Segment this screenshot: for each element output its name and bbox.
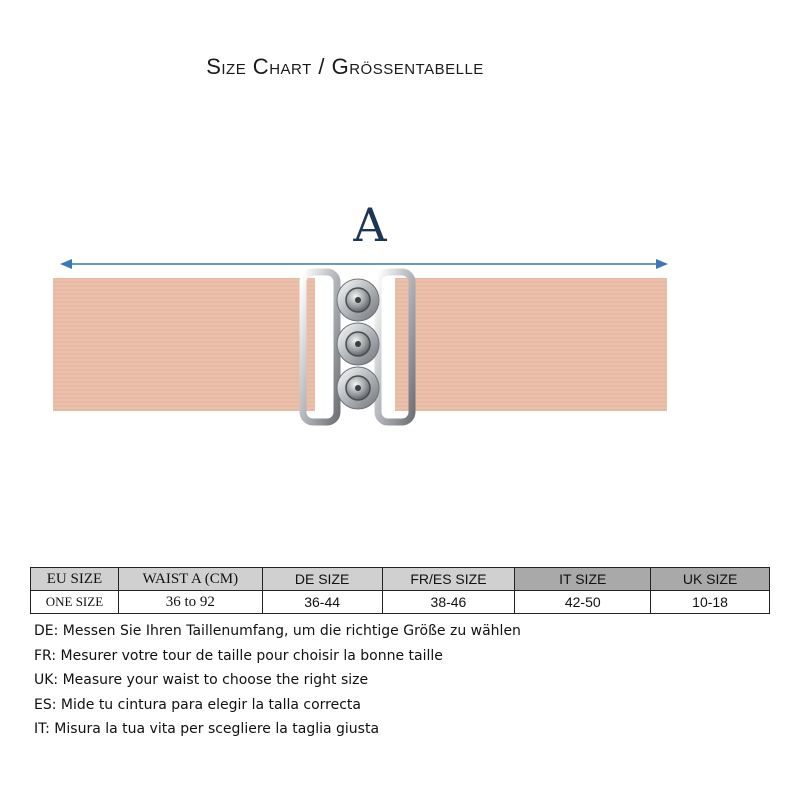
header-fr-es-size: FR/ES SIZE [382, 568, 515, 591]
size-table-header-row [31, 568, 770, 591]
header-de-size: DE SIZE [262, 568, 382, 591]
size-table [30, 567, 770, 614]
instruction-uk: UK: Measure your waist to choose the right size [34, 672, 369, 688]
header-eu-size: EU SIZE [31, 568, 119, 591]
cell-it-size: 42-50 [515, 591, 651, 614]
measurement-arrow [60, 259, 668, 269]
page-title: Size Chart / Grössentabelle [206, 54, 484, 79]
belt-left-band [53, 278, 315, 411]
instructions [34, 619, 774, 742]
belt-right-band [395, 278, 667, 411]
header-it-size: IT SIZE [515, 568, 651, 591]
instruction-de: DE: Messen Sie Ihren Taillenumfang, um die richtige Größe zu wählen [34, 623, 521, 639]
cell-de-size: 36-44 [262, 591, 382, 614]
cell-uk-size: 10-18 [651, 591, 770, 614]
header-uk-size: UK SIZE [651, 568, 770, 591]
dimension-label: A [353, 198, 387, 252]
header-waist: WAIST A (CM) [118, 568, 262, 591]
cell-eu-size: ONE SIZE [31, 591, 119, 614]
instruction-fr: FR: Mesurer votre tour de taille pour choisir la bonne taille [34, 647, 443, 664]
cell-waist: 36 to 92 [118, 591, 262, 614]
table-row [31, 591, 770, 614]
cell-fr-es-size: 38-46 [382, 591, 515, 614]
instruction-it: IT: Misura la tua vita per scegliere la taglia giusta [34, 721, 380, 737]
instruction-es: ES: Mide tu cintura para elegir la talla correcta [34, 696, 361, 713]
